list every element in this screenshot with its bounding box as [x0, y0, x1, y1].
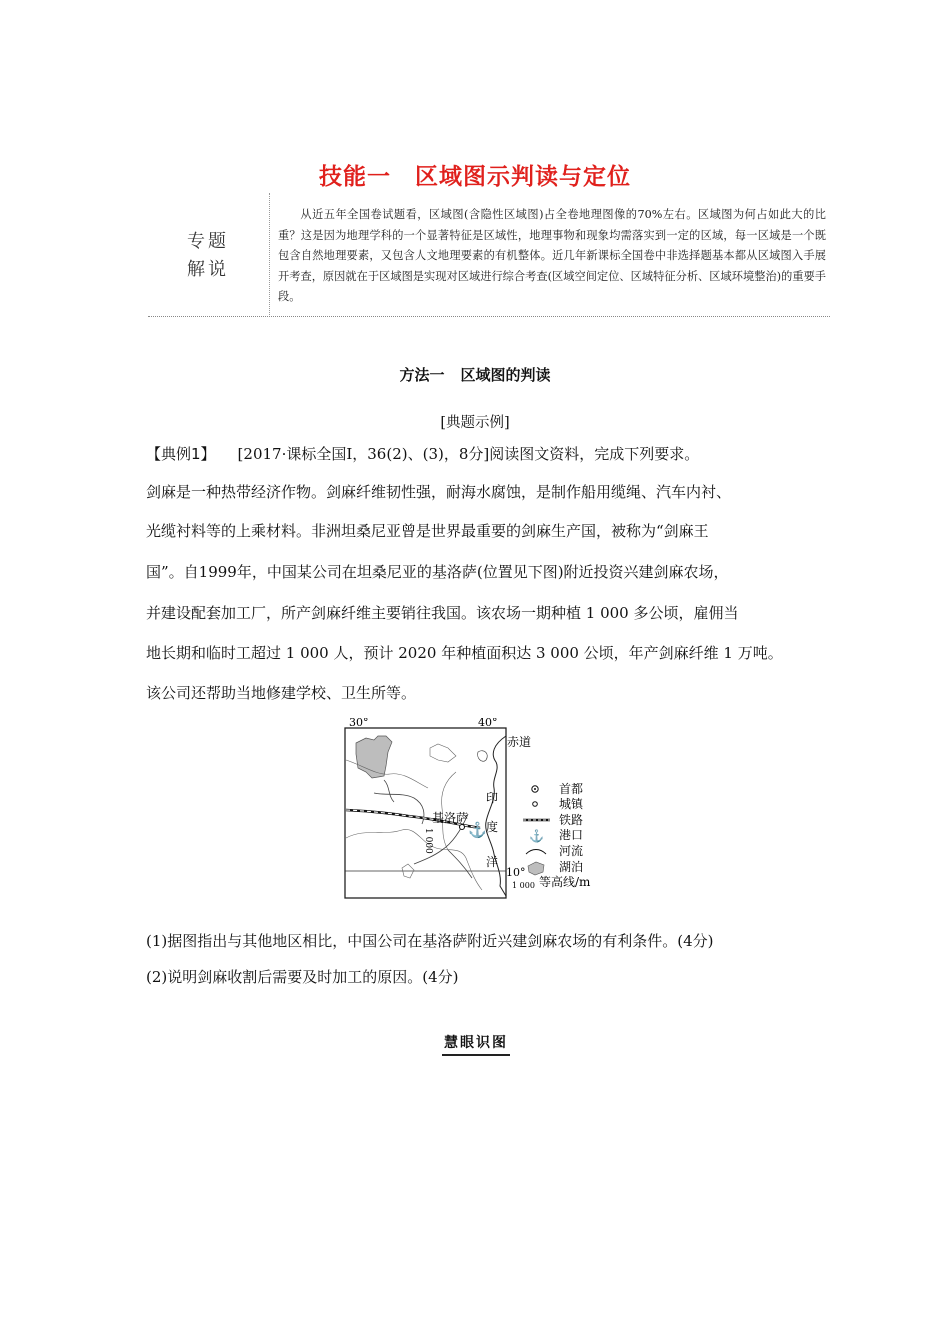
- lon-label-left: 30°: [349, 718, 369, 729]
- intro-label: [178, 228, 238, 284]
- ocean-label-2: 度: [486, 820, 499, 834]
- footer-heading: 慧眼识图: [442, 1032, 510, 1056]
- page-title: [0, 158, 950, 191]
- legend-town-icon: [533, 802, 538, 807]
- intro-label-line2: 解说: [187, 259, 229, 280]
- legend-river-icon: [526, 850, 546, 855]
- intro-text: 从近五年全国卷试题看，区域图(含隐性区域图)占全卷地理图像的70%左右。区域图为何占如此大的比重？这是因为地理学科的一个显著特征是区域性，地理事物和现象均需落实到一定的区域，每一区域是一个既包含自然地理要素，又包含人文地理要素的有机整体。近几年新课标全国卷中非选择题基本都从区域图入手展开考查，原因就在于区域图是实现对区域进行综合考查(区域空间定位、区域特征分析、区域环境整治)的重要手段。: [278, 208, 826, 303]
- legend-port-label: 港口: [559, 828, 584, 842]
- paragraph-line-1: 剑麻是一种热带经济作物。剑麻纤维韧性强，耐海水腐蚀，是制作船用缆绳、汽车内衬、: [146, 483, 732, 501]
- contour-value-label: 1 000: [423, 828, 433, 854]
- paragraph-line-2: 光缆衬料等的上乘材料。非洲坦桑尼亚曾是世界最重要的剑麻生产国，被称为“剑麻王: [146, 522, 709, 540]
- city-label: 基洛萨: [432, 811, 469, 825]
- ocean-label-1: 印: [486, 791, 499, 805]
- lon-label-right: 40°: [478, 718, 498, 729]
- example-heading: [典题示例]: [440, 415, 510, 431]
- legend-lake-icon: [528, 862, 544, 875]
- title-part1: 技能一: [319, 164, 391, 190]
- method-title: [0, 364, 950, 385]
- legend-town-label: 城镇: [559, 797, 584, 811]
- method-name: 区域图的判读: [460, 366, 551, 384]
- section-divider: [148, 316, 830, 317]
- lat-label: 10°: [506, 866, 526, 879]
- legend-contour-prefix: 1 000: [512, 881, 535, 890]
- question-2: (2)说明剑麻收割后需要及时加工的原因。(4分): [146, 968, 459, 986]
- intro-label-line1: 专题: [187, 231, 229, 252]
- port-anchor-icon: ⚓: [468, 821, 487, 839]
- legend-contour-label: 等高线/m: [539, 875, 591, 889]
- region-map-svg: [344, 718, 644, 903]
- legend-capital-icon-dot: [534, 788, 536, 790]
- legend-railway-label: 铁路: [559, 813, 584, 827]
- region-map: [344, 718, 644, 907]
- example-source: [2017·课标全国Ⅰ，36(2)、(3)，8分]阅读图文资料，完成下列要求。: [237, 445, 700, 463]
- title-part2: 区域图示判读与定位: [415, 164, 631, 190]
- legend-port-icon: ⚓: [529, 829, 544, 843]
- method-number: 方法一: [399, 366, 445, 384]
- legend-capital-label: 首都: [559, 782, 584, 796]
- legend-river-label: 河流: [559, 844, 584, 858]
- question-1: (1)据图指出与其他地区相比，中国公司在基洛萨附近兴建剑麻农场的有利条件。(4分): [146, 932, 714, 950]
- example-line: [146, 443, 699, 464]
- kilosa-town-marker: [460, 825, 465, 830]
- example-tag: 【典例1】: [146, 445, 216, 463]
- paragraph-line-4: 并建设配套加工厂，所产剑麻纤维主要销往我国。该农场一期种植 1 000 多公顷，雇佣当: [146, 604, 739, 622]
- intro-divider: [269, 193, 270, 315]
- paragraph-line-6: 该公司还帮助当地修建学校、卫生所等。: [146, 684, 417, 702]
- paragraph-line-5: 地长期和临时工超过 1 000 人，预计 2020 年种植面积达 3 000 公顷，年产剑麻纤维 1 万吨。: [146, 644, 783, 662]
- paragraph-line-3: 国”。自1999年，中国某公司在坦桑尼亚的基洛萨(位置见下图)附近投资兴建剑麻农场，: [146, 563, 729, 581]
- legend-lake-label: 湖泊: [559, 860, 584, 874]
- ocean-label-3: 洋: [486, 855, 499, 869]
- equator-label: 赤道: [507, 735, 532, 749]
